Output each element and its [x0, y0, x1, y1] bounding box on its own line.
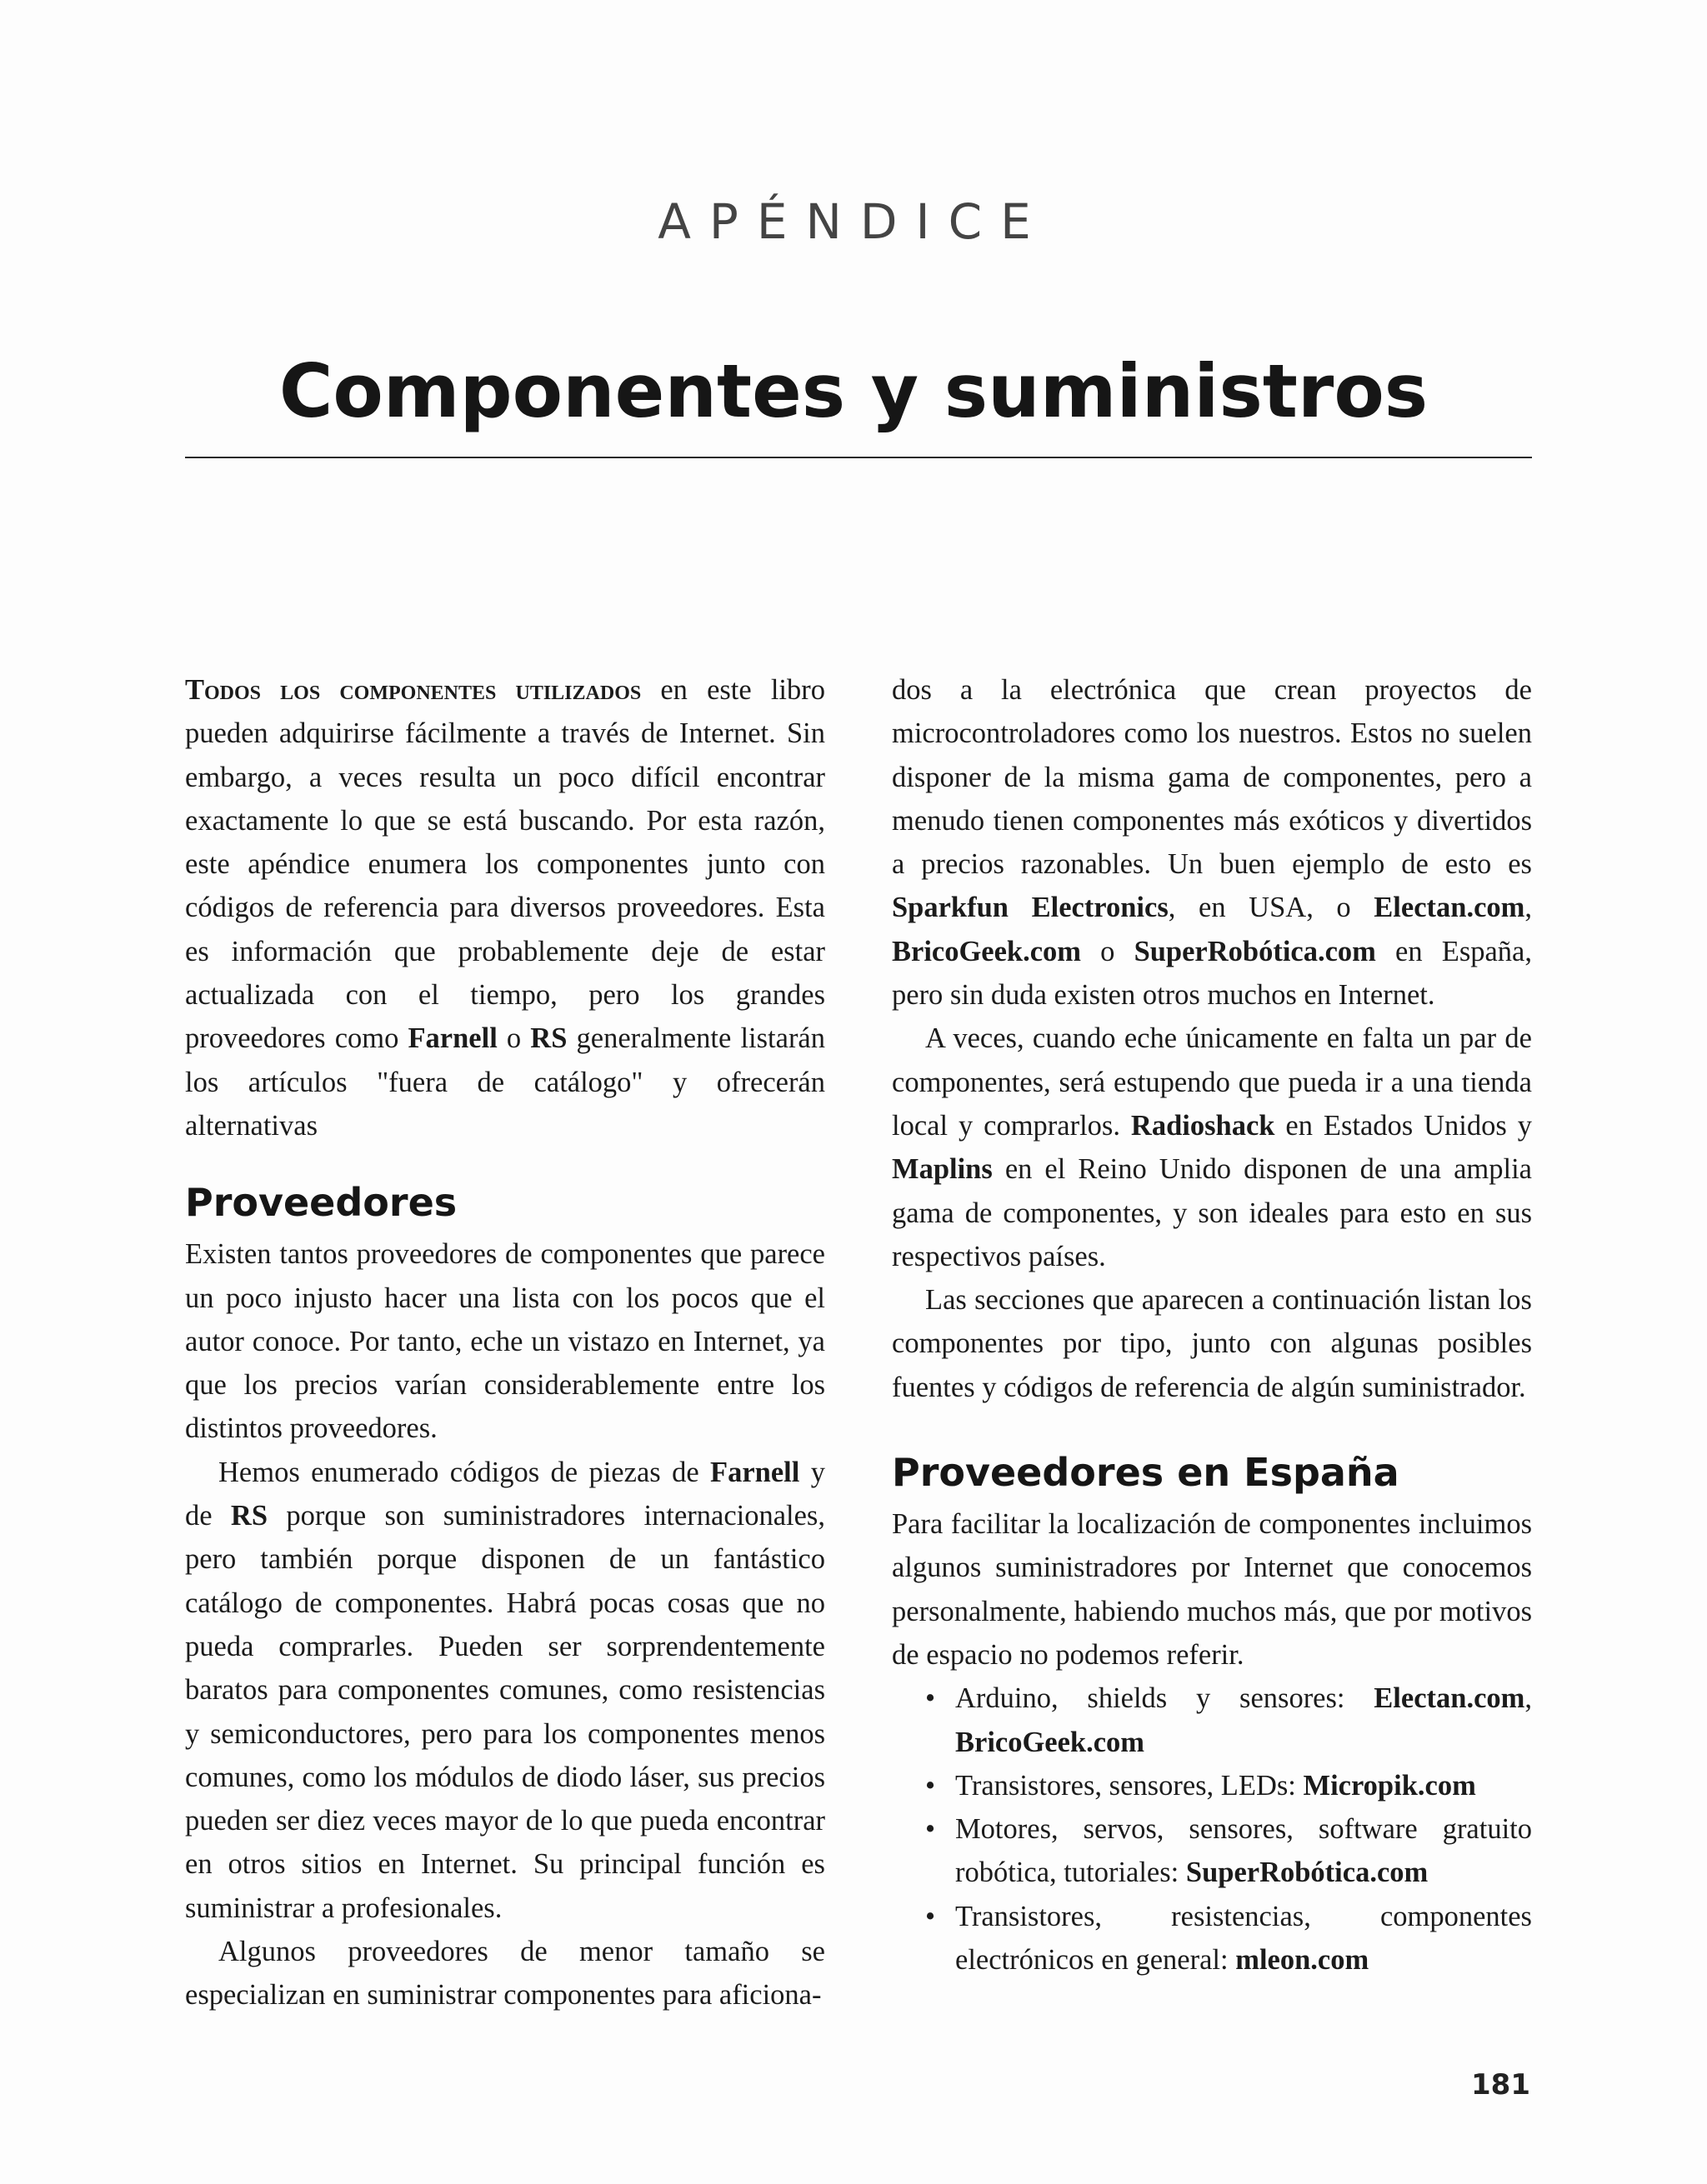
page-number: 181	[1471, 2068, 1530, 2102]
bullet-icon: •	[925, 1813, 936, 1846]
r2-bold-radioshack: Radioshack	[1130, 1109, 1275, 1142]
bullet-icon: •	[925, 1682, 936, 1715]
proveedores-paragraph-2	[185, 1451, 825, 1930]
intro-text-1: en este libro pueden adquirirse fácilmente a través de Internet. Sin embargo, a veces resulta un poco difícil encontrar exactamente lo que se está buscando. Por esta razón, este apéndice enumera los componentes junto con códigos de referencia para diversos proveedores. Esta es información que probablemente deje de estar actualizada con el tiempo, pero los grandes proveedores como	[185, 674, 826, 1055]
proveedores-paragraph-3: Algunos proveedores de menor tamaño se especializan en suministrar componentes para aficiona-	[185, 1936, 825, 2012]
supplier-list	[892, 1677, 1532, 1982]
r1-text-1: dos a la electrónica que crean proyectos de microcontroladores como los nuestros. Estos no suelen disponer de la misma gama de componentes, pero a menudo tienen componentes más exóticos y divertidos a precios razonables. Un buen ejemplo de esto es	[892, 674, 1532, 881]
r1-bold-electan: Electan.com	[1374, 892, 1525, 924]
espana-paragraph: Para facilitar la localización de componentes incluimos algunos suministradores por Internet que conocemos personalmente, habiendo muchos más, que por motivos de espacio no podemos referir.	[892, 1508, 1532, 1671]
intro-bold-rs: RS	[530, 1022, 568, 1055]
p2-bold-rs: RS	[230, 1500, 268, 1532]
r1-text-3: ,	[1524, 892, 1532, 924]
intro-paragraph	[185, 668, 825, 1147]
list-item-text: Transistores, resistencias, componentes electrónicos en general:	[955, 1900, 1532, 1977]
list-item	[892, 1764, 1532, 1807]
link-micropik[interactable]: Micropik.com	[1303, 1769, 1476, 1802]
list-item-text: Transistores, sensores, LEDs:	[955, 1769, 1304, 1802]
list-item-separator: ,	[1524, 1682, 1532, 1715]
sections-paragraph: Las secciones que aparecen a continuación listan los componentes por tipo, junto con algunas posibles fuentes y códigos de referencia de algún suministrador.	[892, 1284, 1532, 1403]
r2-text-3: en el Reino Unido disponen de una amplia gama de componentes, y son ideales para esto en sus respectivos países.	[892, 1153, 1532, 1272]
r1-text-2: , en USA, o	[1168, 892, 1374, 924]
list-item	[892, 1895, 1532, 1982]
p2-text-2: y de	[185, 1456, 826, 1532]
p2-text-1: Hemos enumerado códigos de piezas de	[218, 1456, 711, 1488]
bullet-icon: •	[925, 1900, 936, 1932]
section-heading-proveedores: Proveedores	[185, 1180, 458, 1226]
r1-bold-bricogeek: BricoGeek.com	[892, 935, 1082, 967]
intro-bold-farnell: Farnell	[408, 1022, 498, 1055]
title-rule	[185, 457, 1532, 458]
bullet-icon: •	[925, 1769, 936, 1802]
p2-bold-farnell: Farnell	[710, 1456, 800, 1488]
local-stores-paragraph	[892, 1017, 1532, 1278]
right-column	[892, 668, 1532, 1982]
intro-lead: Todos los componentes utilizados	[185, 674, 642, 706]
link-mleon[interactable]: mleon.com	[1235, 1944, 1369, 1977]
proveedores-paragraph-1: Existen tantos proveedores de componentes que parece un poco injusto hacer una lista con los pocos que el autor conoce. Por tanto, eche un vistazo en Internet, ya que los precios varían considerablemente entre los distintos proveedores.	[185, 1238, 825, 1445]
r2-text-1: A veces, cuando eche únicamente en falta un par de componentes, será estupendo que pueda ir a una tienda local y comprarlos.	[892, 1022, 1532, 1142]
chapter-kicker: APÉNDICE	[658, 193, 1049, 250]
list-item-text: Motores, servos, sensores, software gratuito robótica, tutoriales:	[955, 1813, 1532, 1889]
r2-text-2: en Estados Unidos y	[1274, 1109, 1532, 1142]
r1-bold-sparkfun: Sparkfun Electronics	[892, 892, 1169, 924]
link-superrobotica[interactable]: SuperRobótica.com	[1185, 1857, 1429, 1889]
r1-text-4: o	[1081, 935, 1134, 967]
intro-text-3: generalmente listarán los artículos "fuera de catálogo" y ofrecerán alternativas	[185, 1022, 825, 1142]
list-item	[892, 1807, 1532, 1895]
continuation-paragraph	[892, 668, 1532, 1017]
chapter-title: Componentes y suministros	[278, 348, 1429, 434]
link-bricogeek[interactable]: BricoGeek.com	[955, 1726, 1145, 1758]
r1-bold-superrobotica: SuperRobótica.com	[1134, 935, 1376, 967]
p2-text-3: porque son suministradores internacionales, pero también porque disponen de un fantástico catálogo de componentes. Habrá pocas cosas que no pueda comprarles. Pueden ser sorprendentemente baratos para componentes comunes, como resistencias y semiconductores, pero para los componentes menos comunes, como los módulos de diodo láser, sus precios pueden ser diez veces mayor de lo que pueda encontrar en otros sitios en Internet. Su principal función es suministrar a profesionales.	[185, 1500, 825, 1924]
intro-text-2: o	[497, 1022, 531, 1055]
left-column	[185, 668, 825, 2017]
section-heading-espana: Proveedores en España	[892, 1450, 1399, 1496]
list-item	[892, 1677, 1532, 1764]
list-item-text: Arduino, shields y sensores:	[955, 1682, 1374, 1715]
r2-bold-maplins: Maplins	[892, 1153, 993, 1186]
r1-text-5: en España, pero sin duda existen otros muchos en Internet.	[892, 935, 1532, 1012]
link-electan[interactable]: Electan.com	[1374, 1682, 1525, 1715]
